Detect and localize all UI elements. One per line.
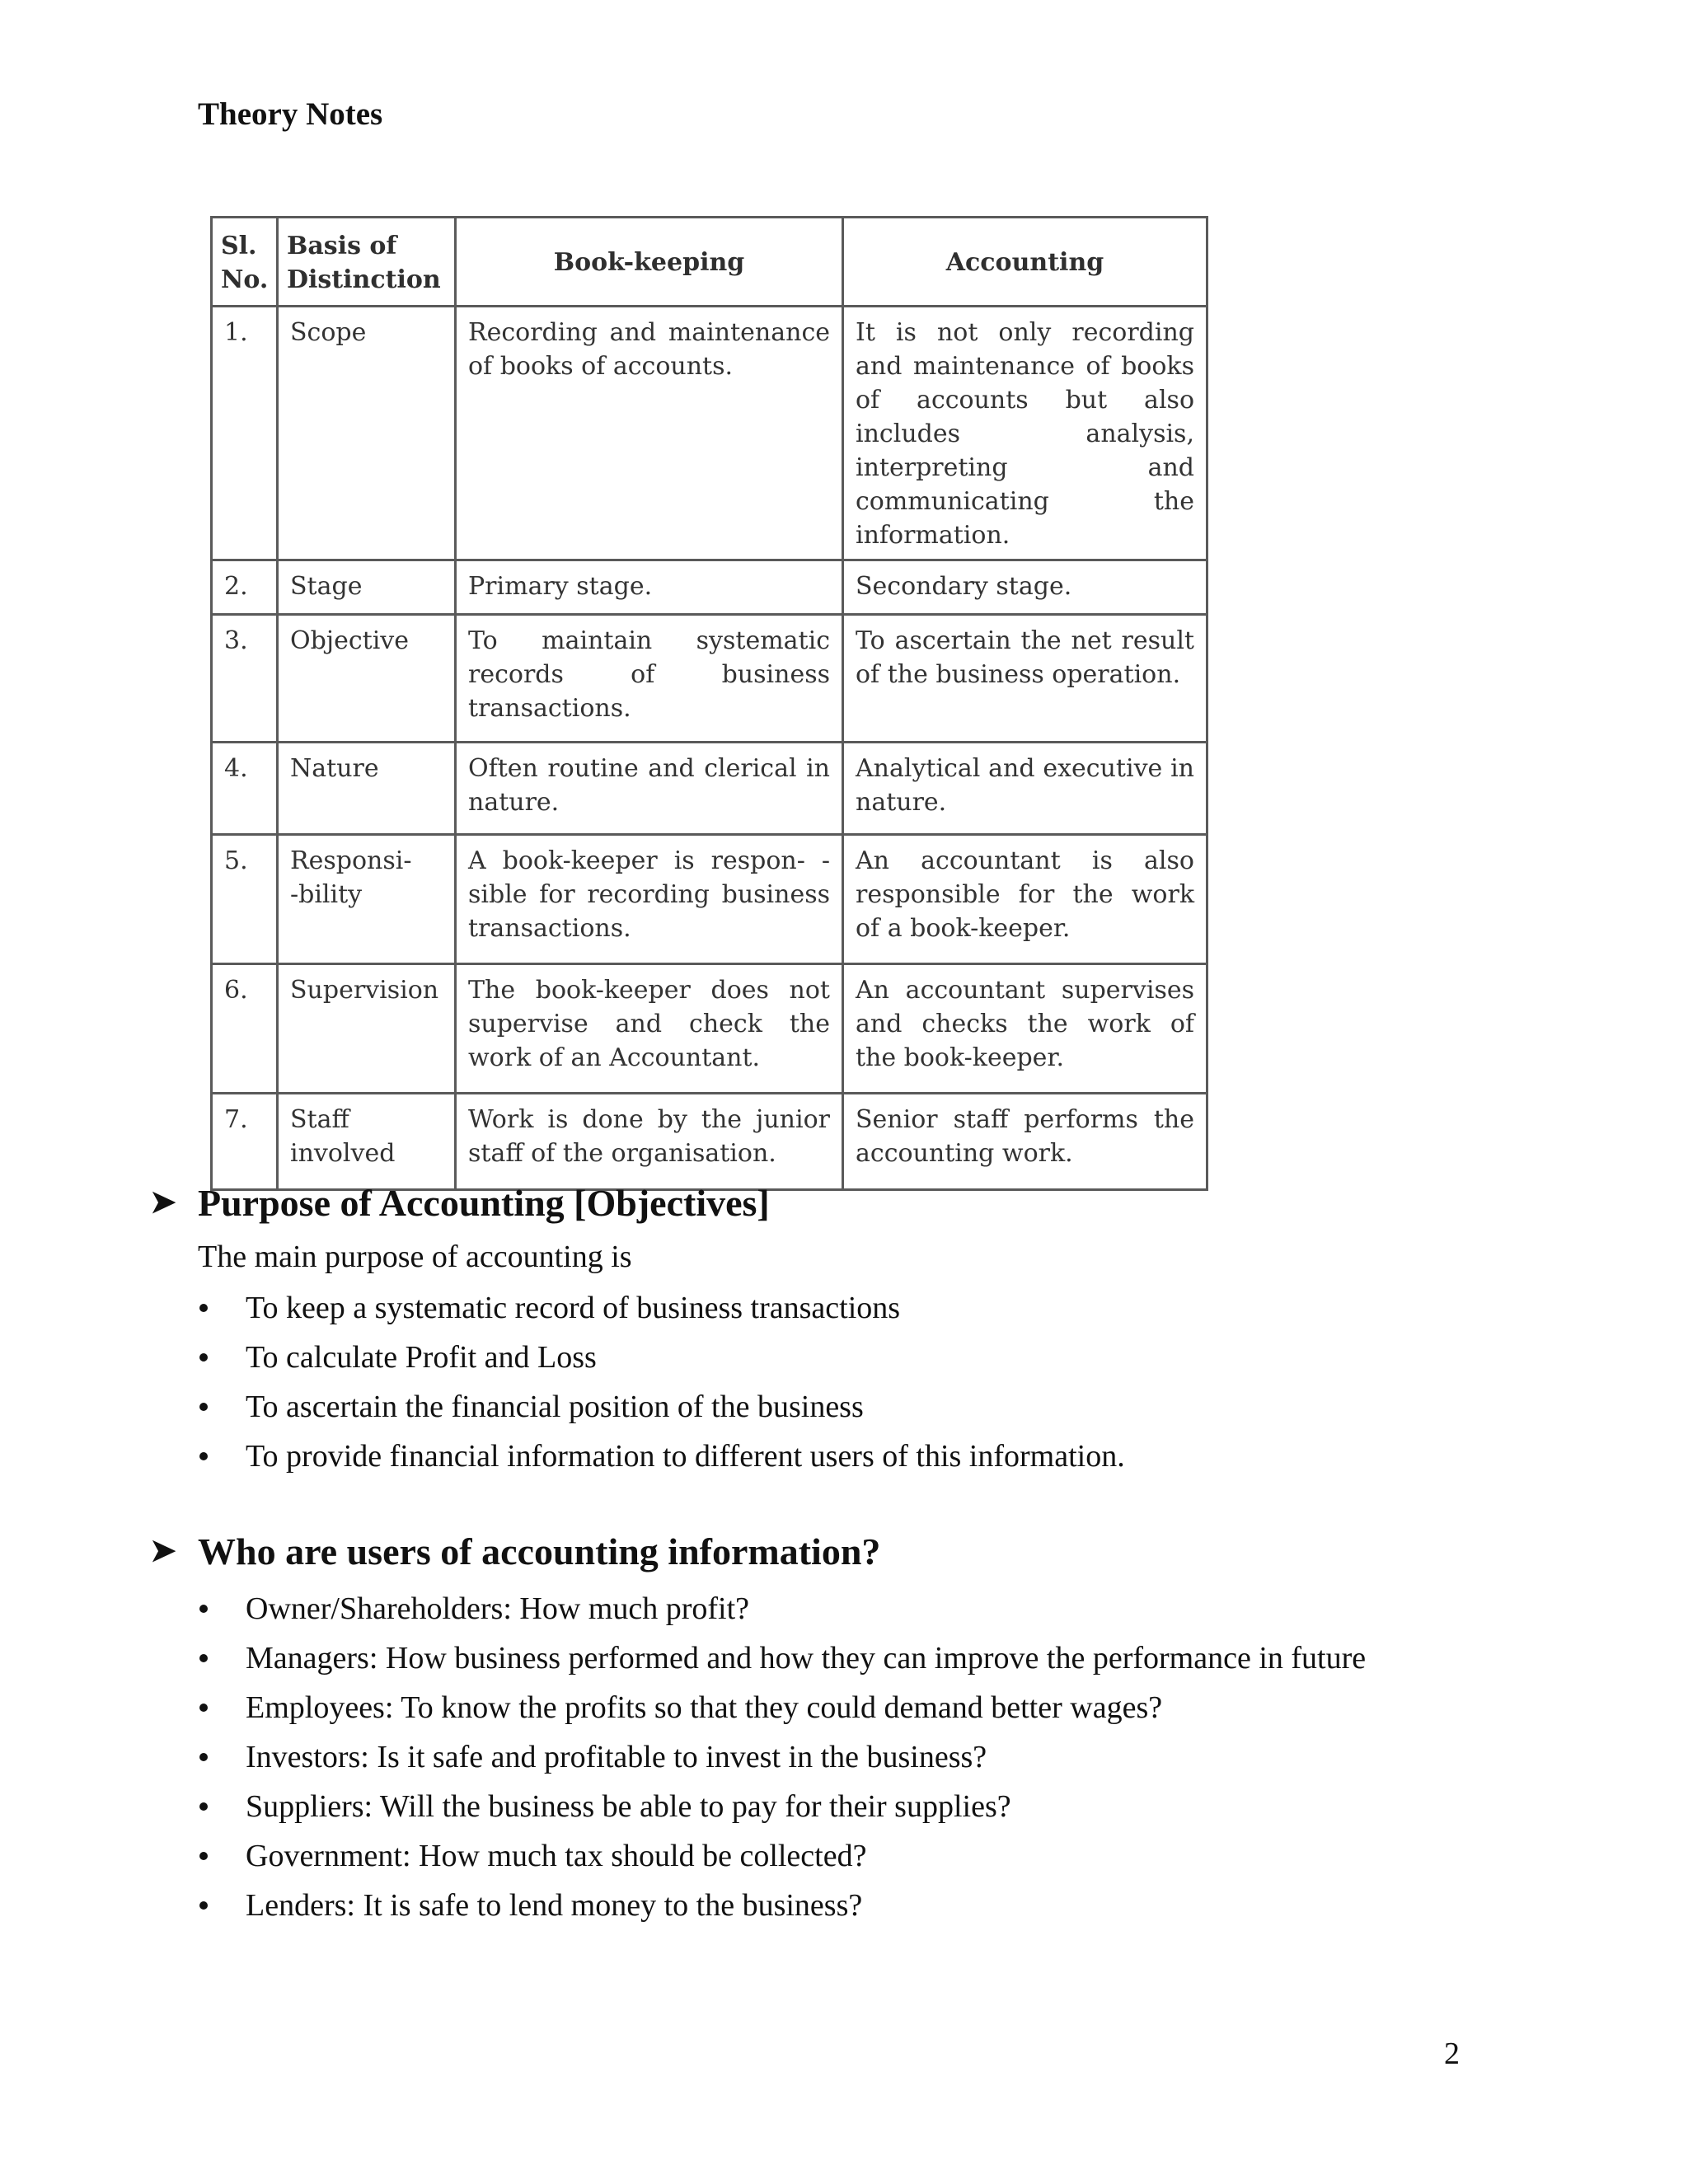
- table-row: [212, 743, 1207, 835]
- table-row: [212, 835, 1207, 964]
- cell-bookkeeping: The book-keeper does not supervise and check the work of an Accountant.: [456, 964, 843, 1094]
- cell-basis: Staff involved: [278, 1094, 456, 1190]
- page-heading: Theory Notes: [198, 96, 383, 132]
- purpose-section-title: [150, 1183, 770, 1225]
- cell-accounting: It is not only recording and maintenance of books of accounts but also includes analysis, interpreting and communicating the information.: [843, 307, 1207, 560]
- cell-accounting: An accountant is also responsible for the work of a book-keeper.: [843, 835, 1207, 964]
- table-row: [212, 307, 1207, 560]
- table-row: [212, 1094, 1207, 1190]
- cell-sl-no: 4.: [212, 743, 278, 835]
- cell-sl-no: 2.: [212, 560, 278, 615]
- list-item: To keep a systematic record of business transactions: [198, 1283, 1125, 1333]
- bullet-icon: [199, 1353, 208, 1361]
- cell-basis: Supervision: [278, 964, 456, 1094]
- bullet-icon: [199, 1852, 208, 1860]
- list-item: Suppliers: Will the business be able to pay for their supplies?: [198, 1782, 1366, 1831]
- cell-sl-no: 5.: [212, 835, 278, 964]
- purpose-title-text: Purpose of Accounting [Objectives]: [198, 1182, 770, 1224]
- list-item: Owner/Shareholders: How much profit?: [198, 1584, 1366, 1633]
- users-list: [198, 1584, 1366, 1930]
- cell-accounting: Secondary stage.: [843, 560, 1207, 615]
- cell-accounting: An accountant supervises and checks the work of the book-keeper.: [843, 964, 1207, 1094]
- list-item: Lenders: It is safe to lend money to the business?: [198, 1881, 1366, 1930]
- cell-basis: Objective: [278, 615, 456, 743]
- list-item: Government: How much tax should be collected?: [198, 1831, 1366, 1881]
- cell-accounting: Senior staff performs the accounting work.: [843, 1094, 1207, 1190]
- purpose-list: [198, 1283, 1125, 1481]
- bullet-icon: [199, 1704, 208, 1712]
- list-item: Managers: How business performed and how they can improve the performance in future: [198, 1633, 1366, 1683]
- header-sl-no: Sl. No.: [212, 218, 278, 307]
- list-item: Investors: Is it safe and profitable to invest in the business?: [198, 1732, 1366, 1782]
- cell-bookkeeping: To maintain systematic records of business transactions.: [456, 615, 843, 743]
- cell-bookkeeping: Often routine and clerical in nature.: [456, 743, 843, 835]
- table-row: [212, 560, 1207, 615]
- cell-sl-no: 6.: [212, 964, 278, 1094]
- bullet-icon: [199, 1605, 208, 1613]
- cell-accounting: To ascertain the net result of the business operation.: [843, 615, 1207, 743]
- cell-basis: Stage: [278, 560, 456, 615]
- bullet-icon: [199, 1753, 208, 1761]
- cell-bookkeeping: Primary stage.: [456, 560, 843, 615]
- list-item: To provide financial information to different users of this information.: [198, 1432, 1125, 1481]
- bullet-icon: [199, 1452, 208, 1460]
- bullet-icon: [199, 1802, 208, 1811]
- header-basis: Basis of Distinction: [278, 218, 456, 307]
- comparison-table: [210, 216, 1208, 1191]
- users-section-title: [150, 1531, 880, 1573]
- cell-basis: Responsi- -bility: [278, 835, 456, 964]
- cell-sl-no: 1.: [212, 307, 278, 560]
- cell-bookkeeping: A book-keeper is respon- -sible for recording business transactions.: [456, 835, 843, 964]
- purpose-intro: The main purpose of accounting is: [198, 1240, 632, 1274]
- arrow-bullet-icon: ➤: [150, 1185, 176, 1221]
- cell-basis: Nature: [278, 743, 456, 835]
- bullet-icon: [199, 1654, 208, 1662]
- cell-sl-no: 3.: [212, 615, 278, 743]
- header-accounting: Accounting: [843, 218, 1207, 307]
- cell-sl-no: 7.: [212, 1094, 278, 1190]
- header-bookkeeping: Book-keeping: [456, 218, 843, 307]
- table-row: [212, 964, 1207, 1094]
- bullet-icon: [199, 1304, 208, 1312]
- users-title-text: Who are users of accounting information?: [198, 1530, 881, 1572]
- list-item: To ascertain the financial position of the business: [198, 1382, 1125, 1432]
- table-row: [212, 615, 1207, 743]
- bullet-icon: [199, 1901, 208, 1910]
- list-item: Employees: To know the profits so that they could demand better wages?: [198, 1683, 1366, 1732]
- cell-bookkeeping: Recording and maintenance of books of accounts.: [456, 307, 843, 560]
- list-item: To calculate Profit and Loss: [198, 1333, 1125, 1382]
- cell-accounting: Analytical and executive in nature.: [843, 743, 1207, 835]
- bullet-icon: [199, 1403, 208, 1411]
- cell-basis: Scope: [278, 307, 456, 560]
- arrow-bullet-icon: ➤: [150, 1534, 176, 1569]
- table-header-row: [212, 218, 1207, 307]
- cell-bookkeeping: Work is done by the junior staff of the organisation.: [456, 1094, 843, 1190]
- page-number: 2: [1444, 2036, 1460, 2071]
